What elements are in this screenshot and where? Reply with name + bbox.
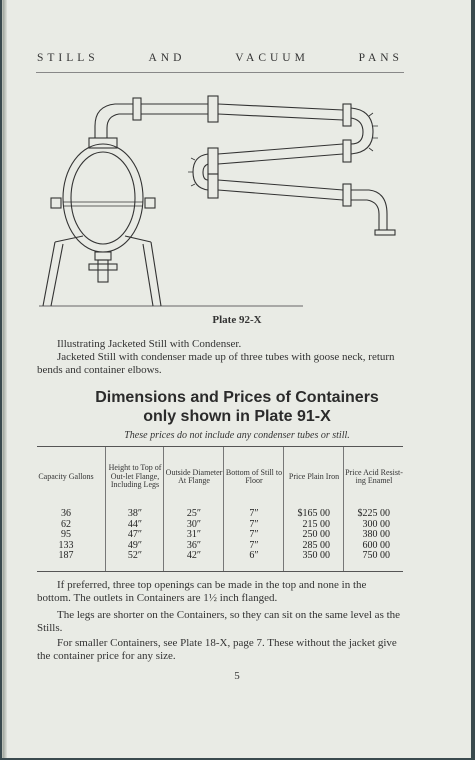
table-cell: 49″ (127, 539, 143, 551)
table-cell: 36″ (186, 539, 202, 551)
page-number: 5 (234, 670, 240, 682)
table-cell: 31″ (186, 529, 202, 540)
figure-caption: Plate 92-X (212, 314, 262, 326)
column-header: Price Plain Iron (288, 471, 340, 481)
table-cell: 187 (58, 550, 74, 561)
table-cell: 62 (61, 518, 71, 530)
footer-paragraph-1: If preferred, three top openings can be made in the top and none in the bottom. The outlets in Containers are 1½ inch flanged. (37, 579, 367, 604)
table-cell: 380 00 (362, 529, 390, 540)
column-header: Capacity Gallons (38, 471, 94, 481)
column-diameter (163, 447, 224, 571)
column-body (344, 509, 404, 562)
running-head-word: PANS (358, 52, 403, 64)
footer-paragraph-3: For smaller Containers, see Plate 18-X, page 7. These without the jacket give the container price for any size. (37, 637, 397, 662)
intro-line-2: Jacketed Still with condenser made up of three tubes with goose neck, return bends and container elbows. (37, 351, 395, 376)
running-head (37, 52, 403, 64)
column-height (105, 447, 164, 571)
table-cell: 52″ (127, 550, 143, 561)
column-price-enamel (343, 447, 404, 571)
table-cell: 6″ (249, 550, 259, 561)
table-cell: 42″ (186, 550, 202, 561)
column-header: Price Acid Resist-ing Enamel (345, 467, 403, 485)
column-capacity (37, 447, 95, 571)
table-cell: $165 00 (297, 508, 330, 519)
table-cell: 285 00 (302, 539, 330, 551)
intro-line-1: Illustrating Jacketed Still with Condenser. (57, 338, 242, 350)
running-head-word: AND (148, 52, 186, 64)
column-body (224, 509, 284, 562)
table-cell: 38″ (127, 508, 143, 519)
column-header: Outside Diameter At Flange (165, 467, 223, 485)
table-cell: 95 (61, 529, 71, 540)
section-title-line-1: Dimensions and Prices of Containers (95, 389, 379, 406)
column-header: Height to Top of Out-let Flange, Including Legs (108, 463, 162, 490)
running-head-word: STILLS (37, 52, 99, 64)
column-body (37, 509, 95, 562)
table-cell: 36 (61, 508, 71, 519)
column-price-iron (283, 447, 344, 571)
table-cell: 250 00 (302, 529, 330, 540)
header-rule (36, 72, 404, 73)
running-head-word: VACUUM (235, 52, 309, 64)
table-cell: 47″ (127, 529, 143, 540)
column-body (106, 509, 164, 562)
column-body (284, 509, 344, 562)
table-cell: 7″ (249, 539, 259, 551)
column-body (164, 509, 224, 562)
column-floor (223, 447, 284, 571)
containers-table (37, 446, 403, 572)
table-cell: 7″ (249, 508, 259, 519)
table-cell: 300 00 (362, 518, 390, 530)
page-binding (3, 0, 7, 758)
column-header: Bottom of Still to Floor (225, 467, 283, 485)
section-title (3, 388, 471, 426)
section-title-line-2: only shown in Plate 91-X (143, 408, 331, 425)
table-cell: 30″ (186, 518, 202, 530)
table-cell: 7″ (249, 529, 259, 540)
footer-paragraph-2: The legs are shorter on the Containers, so they can sit on the same level as the Stills. (37, 609, 401, 634)
table-cell: 750 00 (362, 550, 390, 561)
table-cell: 7″ (249, 518, 259, 530)
table-cell: 350 00 (302, 550, 330, 561)
book-page (2, 0, 471, 758)
table-cell: 44″ (127, 518, 143, 530)
table-cell: 600 00 (362, 539, 390, 551)
section-note: These prices do not include any condenser tubes or still. (124, 430, 350, 441)
table-cell: 25″ (186, 508, 202, 519)
table-cell: $225 00 (357, 508, 390, 519)
table-cell: 133 (58, 539, 74, 551)
table-cell: 215 00 (302, 518, 330, 530)
still-condenser-illustration (33, 86, 413, 314)
